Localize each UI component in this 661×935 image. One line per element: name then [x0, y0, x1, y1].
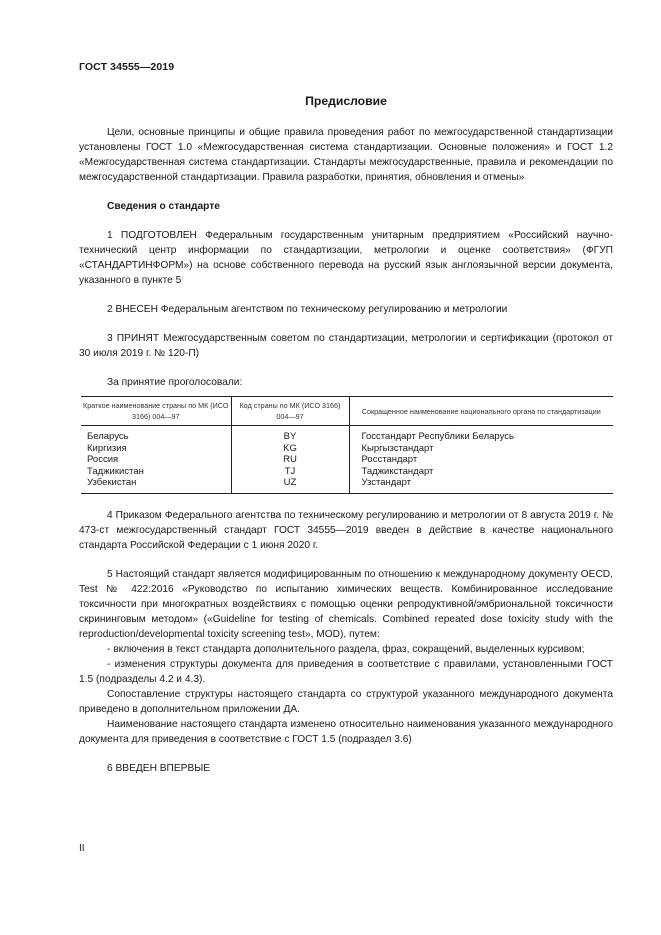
item-5-list-a: - включения в текст стандарта дополнительного раздела, фраз, сокращений, выделенных курсивом; — [107, 643, 585, 655]
code-cell: KG — [231, 443, 349, 455]
country-cell: Таджикистан — [87, 465, 144, 477]
item-4-paragraph: 4 Приказом Федерального агентства по техническому регулированию и метрологии от 8 августа 2019 г. № 473-ст межгосударственный стандарт ГОСТ 34555—2019 введен в действие в качестве национального стандарта Российской Федерации с 1 июня 2020 г. — [79, 509, 613, 551]
table-header-code: Код страны по МК (ИСО 3166) 004—97 — [231, 397, 349, 426]
page-title: Предисловие — [305, 94, 387, 108]
body-cell: Госстандарт Республики Беларусь — [361, 431, 514, 442]
body-cell: Росстандарт — [361, 454, 418, 466]
item-2-paragraph: 2 ВНЕСЕН Федеральным агентством по техническому регулированию и метрологии — [107, 304, 508, 315]
body-cell: Таджикстандарт — [361, 465, 434, 477]
body-cell: Кыргызстандарт — [361, 442, 434, 454]
item-1-paragraph: 1 ПОДГОТОВЛЕН Федеральным государственным унитарным предприятием «Российский научно-технический центр информации по стандартизации, метрологии и оценке соответствия» (ФГУП «СТАНДАРТИНФОРМ») на основе собственного перевода на русский язык англоязычной версии документа, указанного в пункте 5 — [79, 230, 613, 286]
table-header-body: Сокращенное наименование национального органа по стандартизации — [349, 397, 613, 426]
country-cell: Киргизия — [87, 442, 127, 454]
item-6-paragraph: 6 ВВЕДЕН ВПЕРВЫЕ — [107, 762, 211, 774]
item-5-list-b: - изменения структуры документа для приведения в соответствие с правилами, установленными ГОСТ 1.5 (подразделы 4.2 и 4.3). — [79, 658, 613, 685]
table-row — [81, 466, 613, 478]
body-cell: Узстандарт — [349, 477, 613, 493]
table-row — [81, 443, 613, 455]
voting-table — [81, 396, 613, 494]
info-heading: Сведения о стандарте — [107, 201, 220, 212]
country-cell: Беларусь — [87, 431, 129, 442]
item-3-paragraph: 3 ПРИНЯТ Межгосударственным советом по стандартизации, метрологии и сертификации (протокол от 30 июля 2019 г. № 120-П) — [79, 333, 613, 359]
table-row — [81, 426, 613, 443]
item-5-comparison-note: Сопоставление структуры настоящего стандарта со структурой указанного международного документа приведено в дополнительном приложении ДА. — [79, 688, 613, 715]
table-header-country: Краткое наименование страны по МК (ИСО 3166) 004—97 — [81, 397, 231, 426]
code-cell: RU — [231, 454, 349, 466]
code-cell: TJ — [231, 466, 349, 478]
page-number: II — [79, 843, 85, 854]
country-cell: Россия — [87, 454, 119, 466]
intro-paragraph: Цели, основные принципы и общие правила проведения работ по межгосударственной стандартизации установлены ГОСТ 1.0 «Межгосударственная система стандартизации. Основные положения» и ГОСТ 1.2 «Межгосударственная система стандартизации. Стандарты межгосударственные, правила и рекомендации по межгосударственной стандартизации. Правила разработки, принятия, обновления и отмены» — [79, 127, 613, 183]
document-code: ГОСТ 34555—2019 — [79, 61, 175, 73]
table-row — [81, 477, 613, 493]
code-cell: BY — [231, 426, 349, 443]
item-5-name-note: Наименование настоящего стандарта изменено относительно наименования указанного международного документа для приведения в соответствие с ГОСТ 1.5 (подраздел 3.6) — [79, 718, 613, 745]
voted-label: За принятие проголосовали: — [107, 377, 243, 388]
table-row — [81, 454, 613, 466]
item-5-paragraph: 5 Настоящий стандарт является модифицированным по отношению к международному документу OECD, Test № 422:2016 «Руководство по испытанию химических веществ. Комбинированное исследование токсичности при многократных воздействиях с помощью оценки репродуктивной/эмбриональной токсичности скрининговым методом» («Guideline for testing of chemicals. Combined repeated dose toxicity study with the reproduction/developmental toxicity screening test», MOD), путем: — [79, 568, 613, 640]
foreword-content — [79, 94, 613, 776]
country-cell: Узбекистан — [81, 477, 231, 493]
code-cell: UZ — [231, 477, 349, 493]
